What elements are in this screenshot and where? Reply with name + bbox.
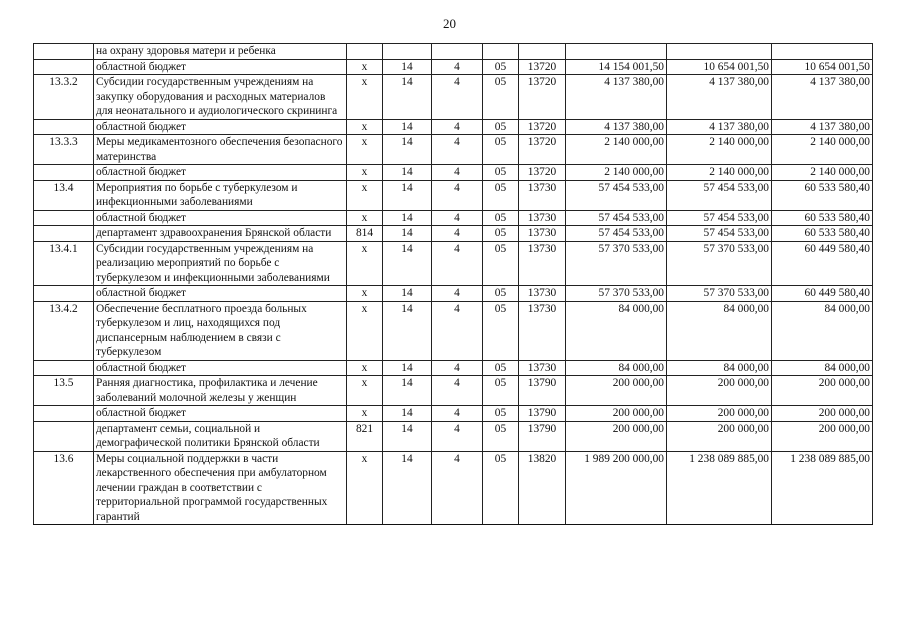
amount-year3-cell: 60 533 580,40 xyxy=(772,226,873,242)
target-code-cell: 13730 xyxy=(519,226,566,242)
section-code-cell: 14 xyxy=(383,75,432,120)
row-number-cell xyxy=(34,165,94,181)
row-name-cell: Субсидии государственным учреждениям на реализацию мероприятий по борьбе с туберкулезом и инфекционными заболеваниями xyxy=(94,241,347,286)
amount-year3-cell: 200 000,00 xyxy=(772,421,873,451)
grbs-code-cell xyxy=(347,44,383,60)
program-code-cell: 05 xyxy=(483,75,519,120)
program-code-cell: 05 xyxy=(483,226,519,242)
amount-year3-cell: 2 140 000,00 xyxy=(772,165,873,181)
row-number-cell xyxy=(34,286,94,302)
section-code-cell: 14 xyxy=(383,376,432,406)
row-name-cell: областной бюджет xyxy=(94,286,347,302)
amount-year1-cell: 57 454 533,00 xyxy=(566,226,667,242)
amount-year2-cell: 84 000,00 xyxy=(667,360,772,376)
grbs-code-cell: х xyxy=(347,301,383,360)
grbs-code-cell: х xyxy=(347,241,383,286)
section-code-cell: 14 xyxy=(383,406,432,422)
row-name-cell: департамент здравоохранения Брянской области xyxy=(94,226,347,242)
grbs-code-cell: х xyxy=(347,59,383,75)
section-code-cell: 14 xyxy=(383,421,432,451)
table-row xyxy=(34,119,873,135)
grbs-code-cell: х xyxy=(347,406,383,422)
amount-year1-cell: 200 000,00 xyxy=(566,376,667,406)
grbs-code-cell: х xyxy=(347,180,383,210)
amount-year1-cell: 200 000,00 xyxy=(566,406,667,422)
grbs-code-cell: 814 xyxy=(347,226,383,242)
subsection-code-cell: 4 xyxy=(432,301,483,360)
row-number-cell xyxy=(34,226,94,242)
amount-year1-cell: 57 454 533,00 xyxy=(566,180,667,210)
section-code-cell xyxy=(383,44,432,60)
section-code-cell: 14 xyxy=(383,165,432,181)
grbs-code-cell: х xyxy=(347,119,383,135)
row-number-cell xyxy=(34,421,94,451)
subsection-code-cell xyxy=(432,44,483,60)
table-row xyxy=(34,59,873,75)
amount-year2-cell xyxy=(667,44,772,60)
row-name-cell: Обеспечение бесплатного проезда больных туберкулезом и лиц, находящихся под диспансерным наблюдением в связи с туберкулезом xyxy=(94,301,347,360)
target-code-cell: 13790 xyxy=(519,376,566,406)
section-code-cell: 14 xyxy=(383,241,432,286)
grbs-code-cell: 821 xyxy=(347,421,383,451)
amount-year2-cell: 10 654 001,50 xyxy=(667,59,772,75)
row-name-cell: Меры социальной поддержки в части лекарственного обеспечения при амбулаторном лечении граждан в соответствии с территориальной программой государственных гарантий xyxy=(94,451,347,525)
program-code-cell: 05 xyxy=(483,286,519,302)
table-row xyxy=(34,451,873,525)
row-number-cell: 13.6 xyxy=(34,451,94,525)
row-name-cell: областной бюджет xyxy=(94,406,347,422)
amount-year3-cell: 60 533 580,40 xyxy=(772,180,873,210)
row-name-cell: Субсидии государственным учреждениям на закупку оборудования и расходных материалов для неонатального и аудиологического скрининга xyxy=(94,75,347,120)
amount-year2-cell: 200 000,00 xyxy=(667,421,772,451)
row-number-cell xyxy=(34,210,94,226)
subsection-code-cell: 4 xyxy=(432,406,483,422)
target-code-cell: 13720 xyxy=(519,135,566,165)
program-code-cell: 05 xyxy=(483,376,519,406)
amount-year2-cell: 57 454 533,00 xyxy=(667,226,772,242)
amount-year1-cell xyxy=(566,44,667,60)
table-row xyxy=(34,180,873,210)
section-code-cell: 14 xyxy=(383,451,432,525)
amount-year1-cell: 1 989 200 000,00 xyxy=(566,451,667,525)
program-code-cell: 05 xyxy=(483,59,519,75)
row-name-cell: областной бюджет xyxy=(94,119,347,135)
target-code-cell: 13720 xyxy=(519,75,566,120)
amount-year2-cell: 57 370 533,00 xyxy=(667,241,772,286)
row-name-cell: областной бюджет xyxy=(94,59,347,75)
row-number-cell xyxy=(34,360,94,376)
table-row xyxy=(34,301,873,360)
row-name-cell: Ранняя диагностика, профилактика и лечение заболеваний молочной железы у женщин xyxy=(94,376,347,406)
section-code-cell: 14 xyxy=(383,135,432,165)
table-body xyxy=(34,44,873,525)
subsection-code-cell: 4 xyxy=(432,421,483,451)
subsection-code-cell: 4 xyxy=(432,180,483,210)
grbs-code-cell: х xyxy=(347,135,383,165)
subsection-code-cell: 4 xyxy=(432,75,483,120)
amount-year2-cell: 4 137 380,00 xyxy=(667,119,772,135)
amount-year3-cell: 60 449 580,40 xyxy=(772,241,873,286)
subsection-code-cell: 4 xyxy=(432,135,483,165)
amount-year2-cell: 84 000,00 xyxy=(667,301,772,360)
amount-year1-cell: 200 000,00 xyxy=(566,421,667,451)
amount-year3-cell: 84 000,00 xyxy=(772,360,873,376)
row-number-cell xyxy=(34,44,94,60)
target-code-cell: 13720 xyxy=(519,165,566,181)
program-code-cell: 05 xyxy=(483,406,519,422)
target-code-cell: 13730 xyxy=(519,210,566,226)
row-number-cell: 13.5 xyxy=(34,376,94,406)
grbs-code-cell: х xyxy=(347,210,383,226)
target-code-cell: 13730 xyxy=(519,301,566,360)
grbs-code-cell: х xyxy=(347,360,383,376)
amount-year1-cell: 4 137 380,00 xyxy=(566,75,667,120)
row-number-cell xyxy=(34,119,94,135)
amount-year3-cell: 10 654 001,50 xyxy=(772,59,873,75)
program-code-cell: 05 xyxy=(483,360,519,376)
row-number-cell: 13.3.3 xyxy=(34,135,94,165)
subsection-code-cell: 4 xyxy=(432,59,483,75)
grbs-code-cell: х xyxy=(347,165,383,181)
program-code-cell: 05 xyxy=(483,210,519,226)
target-code-cell xyxy=(519,44,566,60)
table-row xyxy=(34,210,873,226)
table-row xyxy=(34,165,873,181)
amount-year3-cell: 200 000,00 xyxy=(772,376,873,406)
subsection-code-cell: 4 xyxy=(432,241,483,286)
amount-year2-cell: 1 238 089 885,00 xyxy=(667,451,772,525)
section-code-cell: 14 xyxy=(383,226,432,242)
budget-table xyxy=(33,43,873,525)
amount-year3-cell: 2 140 000,00 xyxy=(772,135,873,165)
subsection-code-cell: 4 xyxy=(432,210,483,226)
target-code-cell: 13730 xyxy=(519,360,566,376)
program-code-cell: 05 xyxy=(483,301,519,360)
grbs-code-cell: х xyxy=(347,75,383,120)
subsection-code-cell: 4 xyxy=(432,360,483,376)
amount-year2-cell: 2 140 000,00 xyxy=(667,135,772,165)
amount-year3-cell: 1 238 089 885,00 xyxy=(772,451,873,525)
target-code-cell: 13720 xyxy=(519,119,566,135)
table-row xyxy=(34,360,873,376)
table-row xyxy=(34,286,873,302)
row-number-cell xyxy=(34,59,94,75)
program-code-cell: 05 xyxy=(483,165,519,181)
row-number-cell: 13.4.1 xyxy=(34,241,94,286)
target-code-cell: 13790 xyxy=(519,406,566,422)
amount-year1-cell: 84 000,00 xyxy=(566,360,667,376)
target-code-cell: 13820 xyxy=(519,451,566,525)
row-number-cell: 13.4.2 xyxy=(34,301,94,360)
program-code-cell: 05 xyxy=(483,241,519,286)
program-code-cell: 05 xyxy=(483,180,519,210)
amount-year3-cell: 60 533 580,40 xyxy=(772,210,873,226)
target-code-cell: 13790 xyxy=(519,421,566,451)
amount-year1-cell: 57 370 533,00 xyxy=(566,286,667,302)
grbs-code-cell: х xyxy=(347,451,383,525)
amount-year2-cell: 4 137 380,00 xyxy=(667,75,772,120)
table-row xyxy=(34,376,873,406)
subsection-code-cell: 4 xyxy=(432,451,483,525)
amount-year2-cell: 57 454 533,00 xyxy=(667,210,772,226)
row-number-cell: 13.4 xyxy=(34,180,94,210)
amount-year2-cell: 2 140 000,00 xyxy=(667,165,772,181)
section-code-cell: 14 xyxy=(383,180,432,210)
target-code-cell: 13730 xyxy=(519,241,566,286)
grbs-code-cell: х xyxy=(347,286,383,302)
amount-year3-cell: 60 449 580,40 xyxy=(772,286,873,302)
amount-year3-cell: 200 000,00 xyxy=(772,406,873,422)
subsection-code-cell: 4 xyxy=(432,119,483,135)
program-code-cell xyxy=(483,44,519,60)
section-code-cell: 14 xyxy=(383,286,432,302)
row-name-cell: областной бюджет xyxy=(94,360,347,376)
subsection-code-cell: 4 xyxy=(432,226,483,242)
amount-year2-cell: 57 370 533,00 xyxy=(667,286,772,302)
table-row xyxy=(34,226,873,242)
table-row xyxy=(34,241,873,286)
amount-year3-cell xyxy=(772,44,873,60)
amount-year1-cell: 57 370 533,00 xyxy=(566,241,667,286)
subsection-code-cell: 4 xyxy=(432,165,483,181)
amount-year1-cell: 14 154 001,50 xyxy=(566,59,667,75)
subsection-code-cell: 4 xyxy=(432,376,483,406)
amount-year1-cell: 84 000,00 xyxy=(566,301,667,360)
amount-year2-cell: 200 000,00 xyxy=(667,406,772,422)
page-number: 20 xyxy=(443,16,456,31)
section-code-cell: 14 xyxy=(383,360,432,376)
table-row xyxy=(34,75,873,120)
section-code-cell: 14 xyxy=(383,119,432,135)
grbs-code-cell: х xyxy=(347,376,383,406)
table-row xyxy=(34,135,873,165)
row-name-cell: областной бюджет xyxy=(94,210,347,226)
program-code-cell: 05 xyxy=(483,421,519,451)
amount-year1-cell: 2 140 000,00 xyxy=(566,135,667,165)
table-row xyxy=(34,421,873,451)
target-code-cell: 13730 xyxy=(519,286,566,302)
row-name-cell: департамент семьи, социальной и демографической политики Брянской области xyxy=(94,421,347,451)
amount-year2-cell: 200 000,00 xyxy=(667,376,772,406)
row-name-cell: Мероприятия по борьбе с туберкулезом и инфекционными заболеваниями xyxy=(94,180,347,210)
row-number-cell: 13.3.2 xyxy=(34,75,94,120)
table-row xyxy=(34,406,873,422)
table-row xyxy=(34,44,873,60)
amount-year1-cell: 4 137 380,00 xyxy=(566,119,667,135)
amount-year3-cell: 4 137 380,00 xyxy=(772,75,873,120)
amount-year1-cell: 57 454 533,00 xyxy=(566,210,667,226)
program-code-cell: 05 xyxy=(483,135,519,165)
row-name-cell: на охрану здоровья матери и ребенка xyxy=(94,44,347,60)
program-code-cell: 05 xyxy=(483,119,519,135)
row-name-cell: областной бюджет xyxy=(94,165,347,181)
section-code-cell: 14 xyxy=(383,210,432,226)
row-number-cell xyxy=(34,406,94,422)
subsection-code-cell: 4 xyxy=(432,286,483,302)
row-name-cell: Меры медикаментозного обеспечения безопасного материнства xyxy=(94,135,347,165)
amount-year3-cell: 4 137 380,00 xyxy=(772,119,873,135)
amount-year1-cell: 2 140 000,00 xyxy=(566,165,667,181)
target-code-cell: 13730 xyxy=(519,180,566,210)
program-code-cell: 05 xyxy=(483,451,519,525)
target-code-cell: 13720 xyxy=(519,59,566,75)
section-code-cell: 14 xyxy=(383,59,432,75)
amount-year3-cell: 84 000,00 xyxy=(772,301,873,360)
amount-year2-cell: 57 454 533,00 xyxy=(667,180,772,210)
section-code-cell: 14 xyxy=(383,301,432,360)
